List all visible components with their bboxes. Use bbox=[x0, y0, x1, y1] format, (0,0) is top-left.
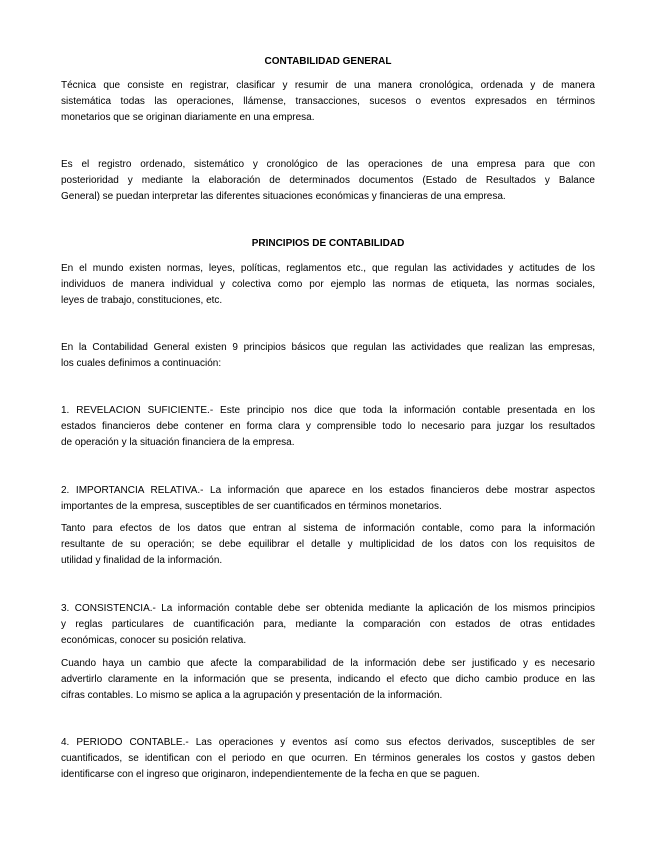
document-title: CONTABILIDAD GENERAL bbox=[264, 56, 392, 67]
definition-paragraph-2: Es el registro ordenado, sistemático y cronológico de las operaciones de una empresa para que con posterioridad y mediante la elaboración de determinados documentos (Estado de Resultados y Balance General) se puedan interpretar las diferentes situaciones económicas y financieras de una empresa. bbox=[61, 159, 595, 202]
intro-paragraph-1: En el mundo existen normas, leyes, políticas, reglamentos etc., que regulan las actividades y actitudes de los individuos de manera individual y colectiva como por ejemplo las normas de etiqueta, las normas sociales, leyes de trabajo, constituciones, etc. bbox=[61, 263, 595, 306]
principle-2-paragraph: 2. IMPORTANCIA RELATIVA.- La información que aparece en los estados financieros debe mostrar aspectos importantes de la empresa, susceptibles de ser cuantificados en términos monetarios. bbox=[61, 485, 595, 512]
intro-paragraph-2: En la Contabilidad General existen 9 principios básicos que regulan las actividades que realizan las empresas, los cuales definimos a continuación: bbox=[61, 342, 595, 369]
definition-paragraph-1: Técnica que consiste en registrar, clasificar y resumir de una manera cronológica, ordenada y de manera sistemática todas las operaciones, llámense, transacciones, sucesos o eventos expresados en términos monetarios que se originan diariamente en una empresa. bbox=[61, 80, 595, 123]
section-title-principles: PRINCIPIOS DE CONTABILIDAD bbox=[251, 238, 405, 249]
principle-3-paragraph: 3. CONSISTENCIA.- La información contable debe ser obtenida mediante la aplicación de los mismos principios y reglas particulares de cuantificación para, mediante la comparación con estados de otras entidades económicas, conocer su posición relativa. bbox=[61, 603, 595, 646]
principle-3-detail-paragraph: Cuando haya un cambio que afecte la comparabilidad de la información debe ser justificado y es necesario advertirlo claramente en la información que se presenta, indicando el efecto que dicho cambio produce en las cifras contables. Lo mismo se aplica a la agrupación y presentación de la información. bbox=[61, 658, 595, 701]
principle-4-paragraph: 4. PERIODO CONTABLE.- Las operaciones y eventos así como sus efectos derivados, susceptibles de ser cuantificados, se identifican con el periodo en que ocurren. En términos generales los costos y gastos deben identificarse con el ingreso que originaron, independientemente de la fecha en que se paguen. bbox=[61, 737, 595, 780]
principle-1-paragraph: 1. REVELACION SUFICIENTE.- Este principio nos dice que toda la información contable presentada en los estados financieros debe contener en forma clara y comprensible todo lo necesario para juzgar los resultados de operación y la situación financiera de la empresa. bbox=[61, 405, 595, 448]
principle-2-detail-paragraph: Tanto para efectos de los datos que entran al sistema de información contable, como para la información resultante de su operación; se debe equilibrar el detalle y multiplicidad de los datos con los requisitos de utilidad y finalidad de la información. bbox=[61, 523, 595, 566]
